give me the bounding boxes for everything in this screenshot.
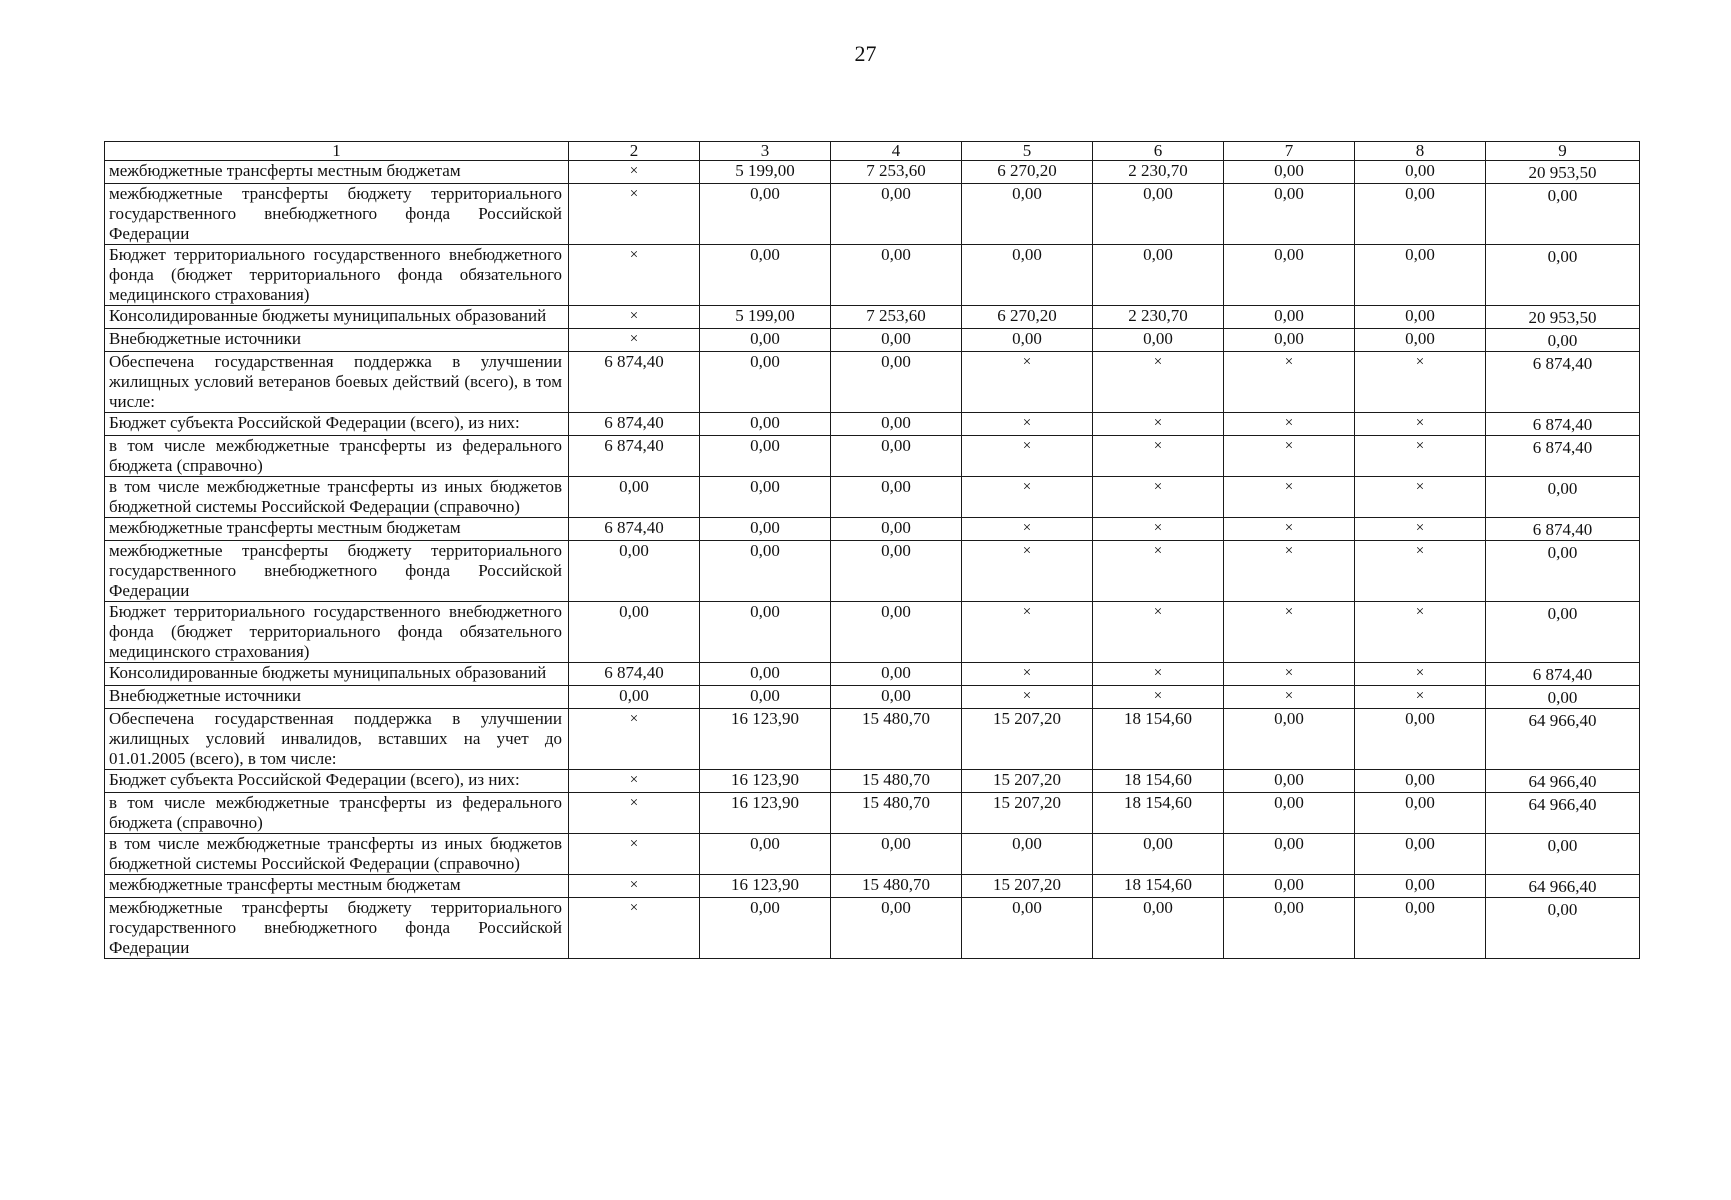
table-row — [105, 184, 1640, 245]
value-cell: 0,00 — [1355, 329, 1486, 352]
value-cell: 0,00 — [1093, 329, 1224, 352]
value-cell: 0,00 — [700, 663, 831, 686]
value-cell: 0,00 — [1486, 477, 1640, 518]
column-header-2: 2 — [569, 142, 700, 161]
value-cell: 6 874,40 — [569, 663, 700, 686]
value-cell: 18 154,60 — [1093, 770, 1224, 793]
value-cell: 0,00 — [831, 477, 962, 518]
value-cell: × — [1093, 518, 1224, 541]
value-cell: × — [962, 663, 1093, 686]
value-cell: × — [962, 686, 1093, 709]
value-cell: × — [1224, 686, 1355, 709]
value-cell: 0,00 — [831, 834, 962, 875]
value-cell: 0,00 — [1355, 834, 1486, 875]
table-header-row — [105, 142, 1640, 161]
value-cell: × — [1093, 686, 1224, 709]
value-cell: 6 270,20 — [962, 306, 1093, 329]
value-cell: × — [569, 245, 700, 306]
value-cell: 15 480,70 — [831, 875, 962, 898]
value-cell: 6 874,40 — [1486, 352, 1640, 413]
value-cell: 6 874,40 — [1486, 436, 1640, 477]
table-row — [105, 477, 1640, 518]
value-cell: 0,00 — [831, 352, 962, 413]
value-cell: 0,00 — [700, 352, 831, 413]
value-cell: 6 874,40 — [1486, 663, 1640, 686]
table-row — [105, 834, 1640, 875]
row-label-cell: межбюджетные трансферты бюджету территориального государственного внебюджетного фонда Российской Федерации — [105, 541, 569, 602]
value-cell: 0,00 — [831, 686, 962, 709]
value-cell: 20 953,50 — [1486, 161, 1640, 184]
column-header-8: 8 — [1355, 142, 1486, 161]
table-row — [105, 518, 1640, 541]
value-cell: × — [1224, 352, 1355, 413]
value-cell: × — [1355, 663, 1486, 686]
table-row — [105, 663, 1640, 686]
value-cell: 0,00 — [700, 436, 831, 477]
value-cell: 0,00 — [831, 898, 962, 959]
row-label-cell: Бюджет территориального государственного внебюджетного фонда (бюджет территориального фонда обязательного медицинского страхования) — [105, 245, 569, 306]
value-cell: × — [1224, 436, 1355, 477]
row-label-cell: межбюджетные трансферты бюджету территориального государственного внебюджетного фонда Российской Федерации — [105, 184, 569, 245]
value-cell: × — [1355, 602, 1486, 663]
value-cell: × — [569, 709, 700, 770]
value-cell: 0,00 — [1355, 898, 1486, 959]
row-label-cell: в том числе межбюджетные трансферты из иных бюджетов бюджетной системы Российской Федерации (справочно) — [105, 834, 569, 875]
value-cell: 2 230,70 — [1093, 306, 1224, 329]
value-cell: 16 123,90 — [700, 709, 831, 770]
value-cell: 0,00 — [700, 413, 831, 436]
row-label-cell: Консолидированные бюджеты муниципальных образований — [105, 306, 569, 329]
value-cell: × — [1093, 436, 1224, 477]
value-cell: 0,00 — [831, 436, 962, 477]
row-label-cell: в том числе межбюджетные трансферты из федерального бюджета (справочно) — [105, 793, 569, 834]
value-cell: 0,00 — [569, 541, 700, 602]
value-cell: 0,00 — [831, 518, 962, 541]
value-cell: × — [1355, 477, 1486, 518]
value-cell: 0,00 — [1093, 898, 1224, 959]
value-cell: × — [1355, 436, 1486, 477]
value-cell: 0,00 — [700, 541, 831, 602]
value-cell: 0,00 — [962, 245, 1093, 306]
row-label-cell: Бюджет территориального государственного внебюджетного фонда (бюджет территориального фонда обязательного медицинского страхования) — [105, 602, 569, 663]
row-label-cell: Консолидированные бюджеты муниципальных образований — [105, 663, 569, 686]
value-cell: × — [962, 541, 1093, 602]
value-cell: 0,00 — [700, 245, 831, 306]
value-cell: 0,00 — [962, 834, 1093, 875]
table-row — [105, 898, 1640, 959]
value-cell: 0,00 — [569, 602, 700, 663]
value-cell: × — [1355, 413, 1486, 436]
table-row — [105, 161, 1640, 184]
value-cell: × — [1093, 477, 1224, 518]
value-cell: × — [569, 834, 700, 875]
value-cell: 0,00 — [700, 834, 831, 875]
value-cell: 0,00 — [1355, 245, 1486, 306]
value-cell: 0,00 — [1224, 793, 1355, 834]
value-cell: × — [1093, 541, 1224, 602]
value-cell: 0,00 — [1486, 184, 1640, 245]
table-row — [105, 436, 1640, 477]
value-cell: × — [962, 477, 1093, 518]
value-cell: × — [569, 329, 700, 352]
value-cell: 0,00 — [1486, 329, 1640, 352]
table-row — [105, 306, 1640, 329]
row-label-cell: межбюджетные трансферты местным бюджетам — [105, 161, 569, 184]
table-row — [105, 245, 1640, 306]
value-cell: 0,00 — [1224, 245, 1355, 306]
column-header-3: 3 — [700, 142, 831, 161]
value-cell: 0,00 — [1224, 898, 1355, 959]
value-cell: 0,00 — [831, 541, 962, 602]
value-cell: 0,00 — [1224, 184, 1355, 245]
value-cell: × — [1093, 663, 1224, 686]
value-cell: 0,00 — [1355, 709, 1486, 770]
value-cell: 0,00 — [831, 602, 962, 663]
table-row — [105, 875, 1640, 898]
value-cell: 0,00 — [1093, 184, 1224, 245]
value-cell: 7 253,60 — [831, 161, 962, 184]
row-label-cell: Бюджет субъекта Российской Федерации (всего), из них: — [105, 413, 569, 436]
value-cell: × — [1355, 541, 1486, 602]
value-cell: × — [569, 306, 700, 329]
value-cell: 0,00 — [569, 477, 700, 518]
value-cell: 0,00 — [1224, 329, 1355, 352]
value-cell: × — [1224, 602, 1355, 663]
row-label-cell: Внебюджетные источники — [105, 329, 569, 352]
row-label-cell: Бюджет субъекта Российской Федерации (всего), из них: — [105, 770, 569, 793]
value-cell: 15 207,20 — [962, 709, 1093, 770]
value-cell: × — [962, 352, 1093, 413]
column-header-5: 5 — [962, 142, 1093, 161]
value-cell: 64 966,40 — [1486, 709, 1640, 770]
value-cell: × — [569, 793, 700, 834]
row-label-cell: в том числе межбюджетные трансферты из иных бюджетов бюджетной системы Российской Федерации (справочно) — [105, 477, 569, 518]
value-cell: 0,00 — [962, 184, 1093, 245]
value-cell: 6 874,40 — [569, 352, 700, 413]
value-cell: 15 207,20 — [962, 793, 1093, 834]
value-cell: 0,00 — [700, 686, 831, 709]
row-label-cell: в том числе межбюджетные трансферты из федерального бюджета (справочно) — [105, 436, 569, 477]
value-cell: 0,00 — [700, 518, 831, 541]
value-cell: × — [1093, 352, 1224, 413]
value-cell: × — [1224, 518, 1355, 541]
table-row — [105, 541, 1640, 602]
row-label-cell: Обеспечена государственная поддержка в улучшении жилищных условий инвалидов, вставших на учет до 01.01.2005 (всего), в том числе: — [105, 709, 569, 770]
value-cell: 0,00 — [1093, 834, 1224, 875]
value-cell: 16 123,90 — [700, 770, 831, 793]
value-cell: 0,00 — [831, 329, 962, 352]
value-cell: 0,00 — [1224, 834, 1355, 875]
value-cell: 0,00 — [831, 413, 962, 436]
value-cell: 18 154,60 — [1093, 709, 1224, 770]
value-cell: 0,00 — [1355, 184, 1486, 245]
value-cell: 7 253,60 — [831, 306, 962, 329]
value-cell: 0,00 — [700, 184, 831, 245]
value-cell: × — [569, 875, 700, 898]
value-cell: 64 966,40 — [1486, 875, 1640, 898]
table-row — [105, 602, 1640, 663]
value-cell: × — [569, 184, 700, 245]
value-cell: × — [962, 413, 1093, 436]
value-cell: 6 874,40 — [569, 436, 700, 477]
value-cell: 0,00 — [700, 329, 831, 352]
column-header-6: 6 — [1093, 142, 1224, 161]
table-row — [105, 793, 1640, 834]
value-cell: 18 154,60 — [1093, 875, 1224, 898]
value-cell: 0,00 — [1486, 245, 1640, 306]
table-row — [105, 770, 1640, 793]
value-cell: 0,00 — [569, 686, 700, 709]
value-cell: 0,00 — [700, 898, 831, 959]
value-cell: 64 966,40 — [1486, 793, 1640, 834]
value-cell: × — [1355, 352, 1486, 413]
value-cell: 15 207,20 — [962, 770, 1093, 793]
value-cell: 0,00 — [1355, 793, 1486, 834]
value-cell: × — [569, 770, 700, 793]
value-cell: × — [1224, 541, 1355, 602]
value-cell: × — [962, 436, 1093, 477]
value-cell: 0,00 — [831, 245, 962, 306]
value-cell: 0,00 — [1486, 602, 1640, 663]
value-cell: 0,00 — [831, 663, 962, 686]
value-cell: 18 154,60 — [1093, 793, 1224, 834]
value-cell: × — [962, 518, 1093, 541]
value-cell: × — [1093, 413, 1224, 436]
value-cell: × — [569, 898, 700, 959]
value-cell: 0,00 — [1224, 875, 1355, 898]
value-cell: 6 270,20 — [962, 161, 1093, 184]
value-cell: 0,00 — [1224, 770, 1355, 793]
value-cell: 15 480,70 — [831, 770, 962, 793]
value-cell: 15 480,70 — [831, 793, 962, 834]
value-cell: × — [1093, 602, 1224, 663]
table-row — [105, 413, 1640, 436]
value-cell: 0,00 — [1486, 686, 1640, 709]
value-cell: 0,00 — [962, 898, 1093, 959]
value-cell: 0,00 — [1355, 875, 1486, 898]
value-cell: 16 123,90 — [700, 875, 831, 898]
value-cell: 0,00 — [1224, 161, 1355, 184]
table-row — [105, 329, 1640, 352]
column-header-1: 1 — [105, 142, 569, 161]
value-cell: 0,00 — [1486, 834, 1640, 875]
value-cell: 0,00 — [1093, 245, 1224, 306]
value-cell: 0,00 — [1355, 306, 1486, 329]
value-cell: 6 874,40 — [569, 413, 700, 436]
value-cell: 15 207,20 — [962, 875, 1093, 898]
value-cell: 6 874,40 — [569, 518, 700, 541]
value-cell: × — [962, 602, 1093, 663]
table-row — [105, 686, 1640, 709]
value-cell: 6 874,40 — [1486, 413, 1640, 436]
value-cell: 64 966,40 — [1486, 770, 1640, 793]
value-cell: 2 230,70 — [1093, 161, 1224, 184]
value-cell: × — [1224, 663, 1355, 686]
value-cell: × — [1355, 686, 1486, 709]
budget-table — [104, 141, 1640, 959]
value-cell: × — [1224, 413, 1355, 436]
value-cell: 0,00 — [962, 329, 1093, 352]
value-cell: × — [1355, 518, 1486, 541]
page-number: 27 — [854, 41, 877, 66]
value-cell: 0,00 — [1224, 709, 1355, 770]
table-row — [105, 709, 1640, 770]
value-cell: 0,00 — [700, 602, 831, 663]
value-cell: 16 123,90 — [700, 793, 831, 834]
value-cell: × — [569, 161, 700, 184]
value-cell: 0,00 — [1224, 306, 1355, 329]
row-label-cell: межбюджетные трансферты местным бюджетам — [105, 875, 569, 898]
value-cell: 0,00 — [700, 477, 831, 518]
value-cell: 0,00 — [1355, 770, 1486, 793]
column-header-4: 4 — [831, 142, 962, 161]
column-header-7: 7 — [1224, 142, 1355, 161]
value-cell: 0,00 — [831, 184, 962, 245]
value-cell: 0,00 — [1355, 161, 1486, 184]
value-cell: 6 874,40 — [1486, 518, 1640, 541]
row-label-cell: Внебюджетные источники — [105, 686, 569, 709]
value-cell: 5 199,00 — [700, 161, 831, 184]
row-label-cell: Обеспечена государственная поддержка в улучшении жилищных условий ветеранов боевых действий (всего), в том числе: — [105, 352, 569, 413]
value-cell: 5 199,00 — [700, 306, 831, 329]
value-cell: 15 480,70 — [831, 709, 962, 770]
value-cell: 0,00 — [1486, 541, 1640, 602]
column-header-9: 9 — [1486, 142, 1640, 161]
row-label-cell: межбюджетные трансферты местным бюджетам — [105, 518, 569, 541]
row-label-cell: межбюджетные трансферты бюджету территориального государственного внебюджетного фонда Российской Федерации — [105, 898, 569, 959]
table-row — [105, 352, 1640, 413]
value-cell: × — [1224, 477, 1355, 518]
value-cell: 0,00 — [1486, 898, 1640, 959]
value-cell: 20 953,50 — [1486, 306, 1640, 329]
